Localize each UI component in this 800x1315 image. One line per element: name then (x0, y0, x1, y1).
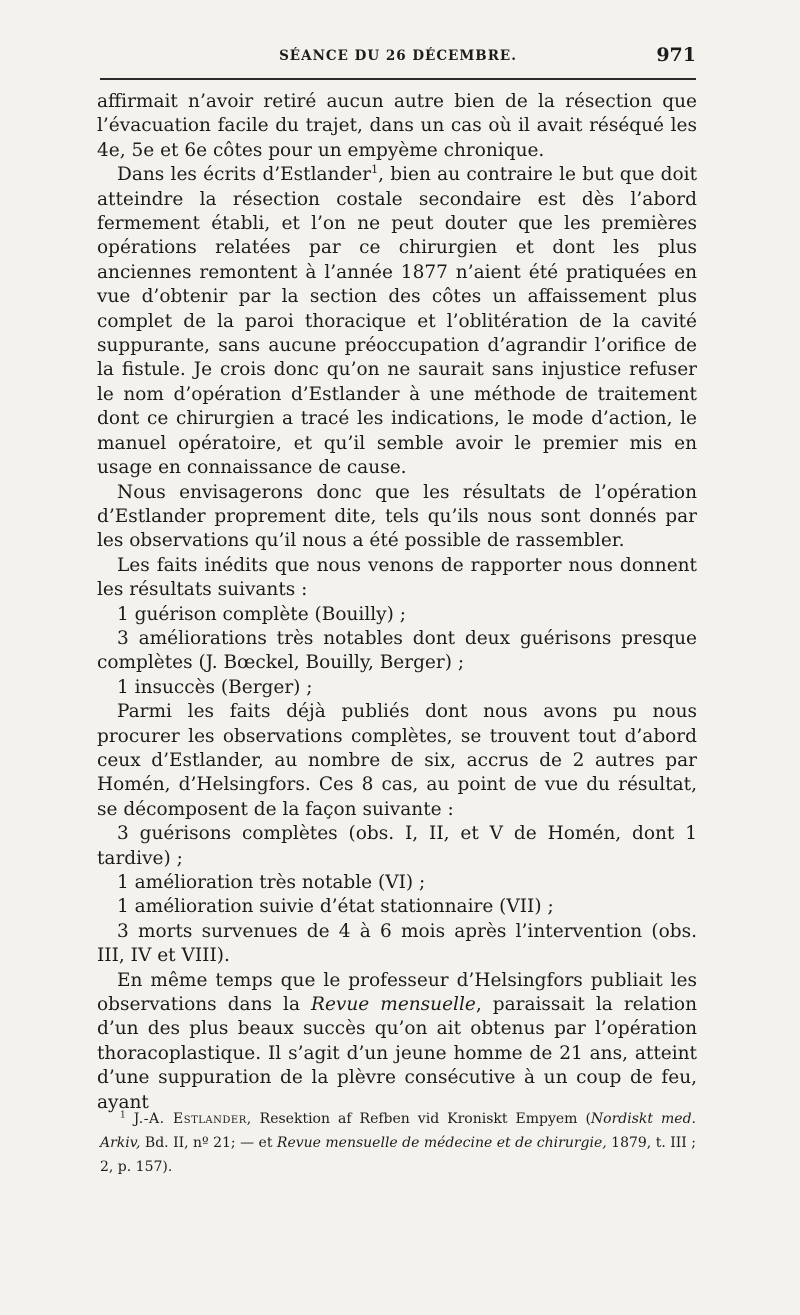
list-item: 3 guérisons complètes (obs. I, II, et V de Homén, dont 1 tardive) ; (97, 823, 697, 869)
footnote-text: Resektion af Refben vid Kroniskt Empyem ( (251, 1111, 591, 1127)
paragraph-text: Dans les écrits d’Estlander (117, 164, 372, 186)
paragraph (97, 969, 697, 1115)
footnote-mark: 1 (120, 1110, 126, 1121)
paragraph-text: En même temps que le professeur d’Helsingfors publiait les observations dans la (97, 969, 697, 1016)
list-item: 1 guérison complète (Bouilly) ; (117, 603, 406, 625)
paragraph-text: , bien au contraire le but que doit atteindre la résection costale secondaire est dès l’abord fermement établi, et l’on ne peut douter que les premières opérations relatées par ce chirurgien et dont les plus anciennes remontent à l’année 1877 n’aient été pratiquées en vue d’obtenir par la section des côtes un affaissement plus complet de la paroi thoracique et l’oblitération de la cavité suppurante, sans aucune préoccupation d’agrandir l’orifice de la fistule. Je crois donc qu’on ne saurait sans injustice refuser le nom d’opération d’Estlander à une méthode de traitement dont ce chirurgien a tracé les indications, le mode d’action, le manuel opératoire, et qu’il semble avoir le premier mis en usage en connaissance de cause. (97, 164, 698, 479)
footnote-text: Bd. II, nº 21; — et (140, 1135, 277, 1151)
header-rule (100, 78, 696, 80)
page-header (100, 44, 696, 74)
paragraph (97, 163, 697, 480)
list-item: 3 améliorations très notables dont deux guérisons presque complètes (J. Bœckel, Bouilly, Berger) ; (97, 627, 697, 674)
journal-title: Revue mensuelle (311, 994, 476, 1016)
paragraph: Nous envisagerons donc que les résultats de l’opération d’Estlander proprement dite, tels qu’ils nous sont donnés par les observations qu’il nous a été possible de rassembler. (97, 481, 697, 552)
list-item: 1 amélioration très notable (VI) ; (117, 872, 426, 893)
footnote-reference[interactable]: 1 (371, 163, 379, 177)
body-text (97, 90, 697, 1115)
paragraph-text: , paraissait la relation d’un des plus beaux succès qu’on ait obtenus par l’opération thoracoplastique. Il s’agit d’un jeune homme de 21 ans, atteint d’une suppuration de la plèvre consécutive à un coup de feu, ayant (97, 994, 697, 1113)
page-number: 971 (656, 44, 696, 66)
paragraph: Les faits inédits que nous venons de rapporter nous donnent les résultats suivants : (97, 554, 697, 601)
footnote-text: 1879, t. III ; 2, p. 157). (100, 1135, 696, 1175)
list-item: 3 morts survenues de 4 à 6 mois après l’intervention (obs. III, IV et VIII). (97, 920, 697, 967)
running-title: SÉANCE DU 26 DÉCEMBRE. (279, 48, 517, 64)
list-item: 1 insuccès (Berger) ; (117, 676, 313, 698)
footnote-author: J.-A. Estlander, (133, 1111, 252, 1127)
paragraph: Parmi les faits déjà publiés dont nous avons pu nous procurer les observations complètes, se trouvent tout d’abord ceux d’Estlander, au nombre de six, accrus de 2 autres par Homén, d’Helsingfors. Ces 8 cas, au point de vue du résultat, se décomposent de la façon suivante : (97, 701, 697, 820)
footnote-journal: Revue mensuelle de médecine et de chirurgie, (276, 1135, 607, 1151)
footnote (100, 1107, 696, 1179)
list-item: 1 amélioration suivie d’état stationnaire (VII) ; (117, 896, 554, 918)
paragraph: affirmait n’avoir retiré aucun autre bien de la résection que l’évacuation facile du trajet, dans un cas où il avait réséqué les 4e, 5e et 6e côtes pour un empyème chronique. (97, 91, 697, 161)
footnote-journal: Nordiskt med. Arkiv, (100, 1111, 697, 1151)
